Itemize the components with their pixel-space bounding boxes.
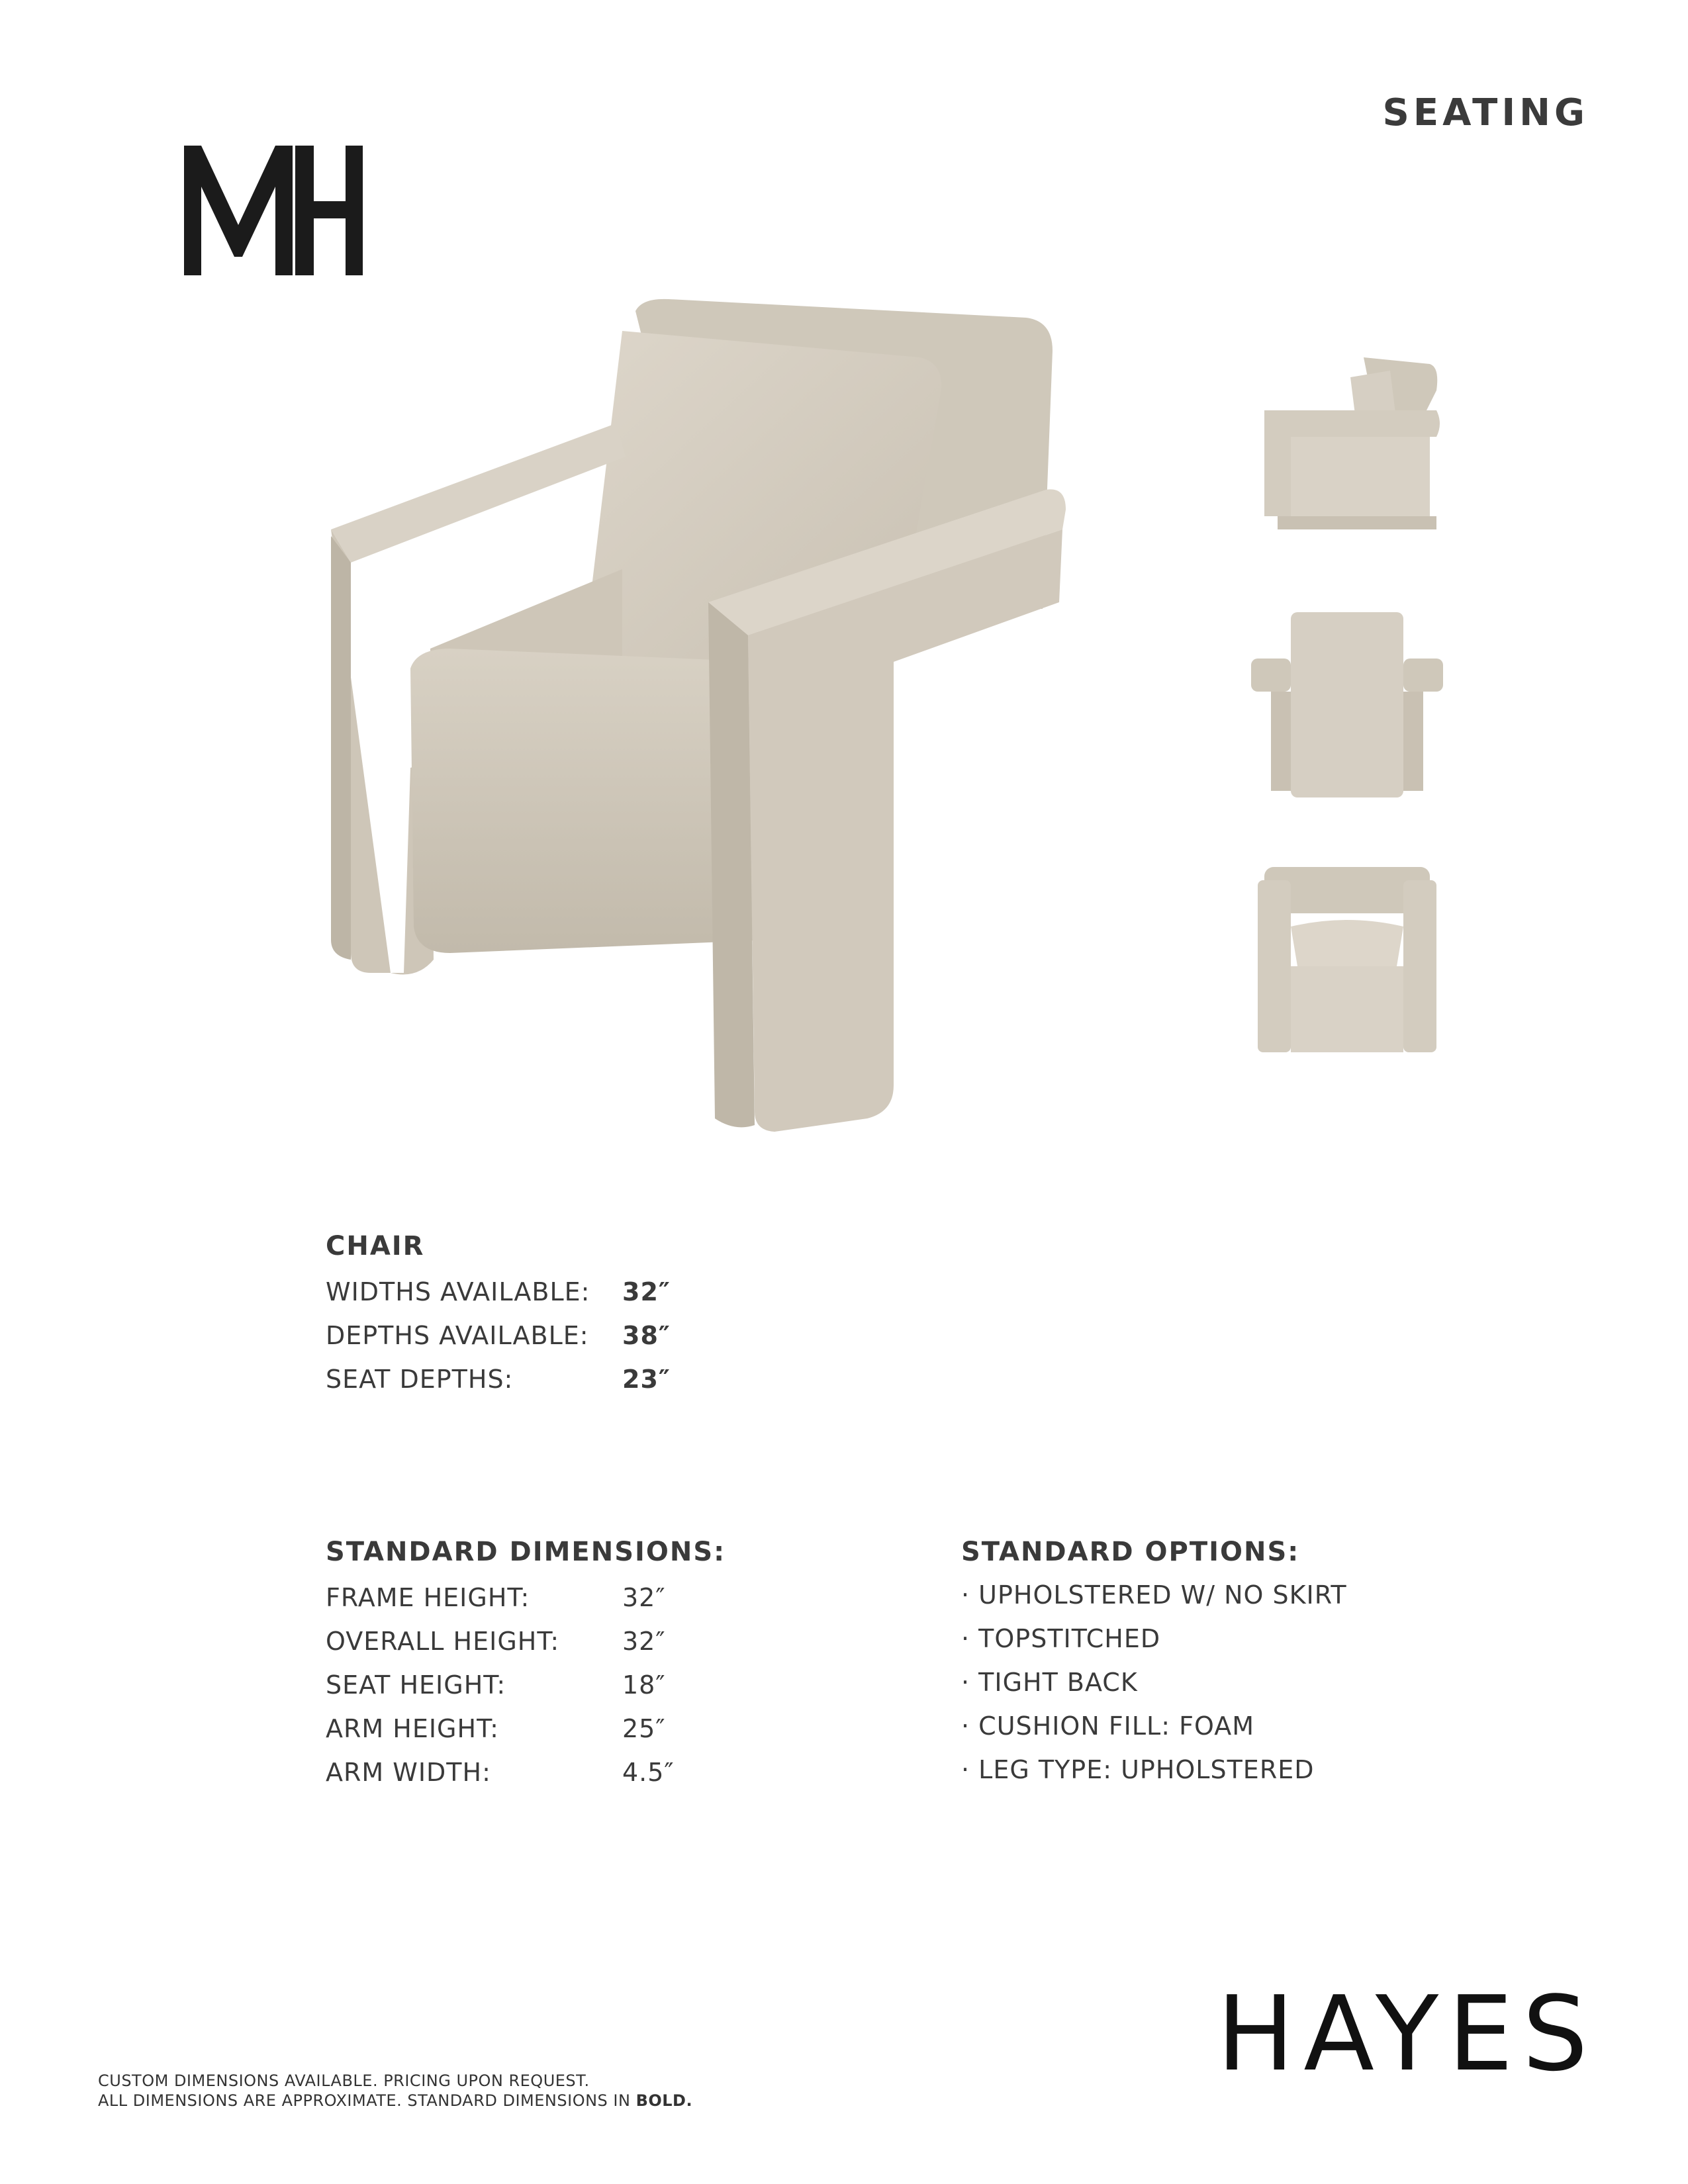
row-label: FRAME HEIGHT: [326,1583,530,1612]
chair-main-image [311,291,1125,1132]
row-value: 38″ [622,1321,671,1350]
chair-heading: CHAIR [326,1231,425,1261]
option-item: · CUSHION FILL: FOAM [961,1711,1254,1741]
row-value: 18″ [622,1670,666,1700]
standard-options-heading: STANDARD OPTIONS: [961,1537,1300,1567]
row-label: WIDTHS AVAILABLE: [326,1277,590,1306]
chair-front-view-thumbnail [1251,867,1443,1059]
row-label: SEAT DEPTHS: [326,1365,514,1394]
option-item: · LEG TYPE: UPHOLSTERED [961,1755,1315,1784]
mh-logo [184,146,363,275]
row-value: 23″ [622,1365,671,1394]
option-item: · TIGHT BACK [961,1668,1138,1697]
option-item: · UPHOLSTERED W/ NO SKIRT [961,1580,1347,1610]
row-value: 32″ [622,1583,666,1612]
footnote-bold-word: BOLD. [635,2091,693,2110]
option-item: · TOPSTITCHED [961,1624,1161,1653]
row-label: ARM WIDTH: [326,1758,491,1787]
row-value: 4.5″ [622,1758,675,1787]
footnote-line-1: CUSTOM DIMENSIONS AVAILABLE. PRICING UPON REQUEST. [98,2071,590,2090]
row-value: 32″ [622,1627,666,1656]
chair-side-view-thumbnail [1251,351,1443,536]
row-label: ARM HEIGHT: [326,1714,499,1743]
row-label: SEAT HEIGHT: [326,1670,506,1700]
footnote-line-2 [98,2091,692,2110]
chair-back-view-thumbnail [1251,612,1443,797]
row-label: OVERALL HEIGHT: [326,1627,560,1656]
row-value: 32″ [622,1277,671,1306]
hayes-brand-wordmark: HAYES [1217,1974,1597,2094]
row-label: DEPTHS AVAILABLE: [326,1321,589,1350]
category-label: SEATING [1382,91,1589,134]
footnote-line-2-text: ALL DIMENSIONS ARE APPROXIMATE. STANDARD DIMENSIONS IN [98,2091,636,2110]
row-value: 25″ [622,1714,666,1743]
standard-dimensions-heading: STANDARD DIMENSIONS: [326,1537,726,1567]
